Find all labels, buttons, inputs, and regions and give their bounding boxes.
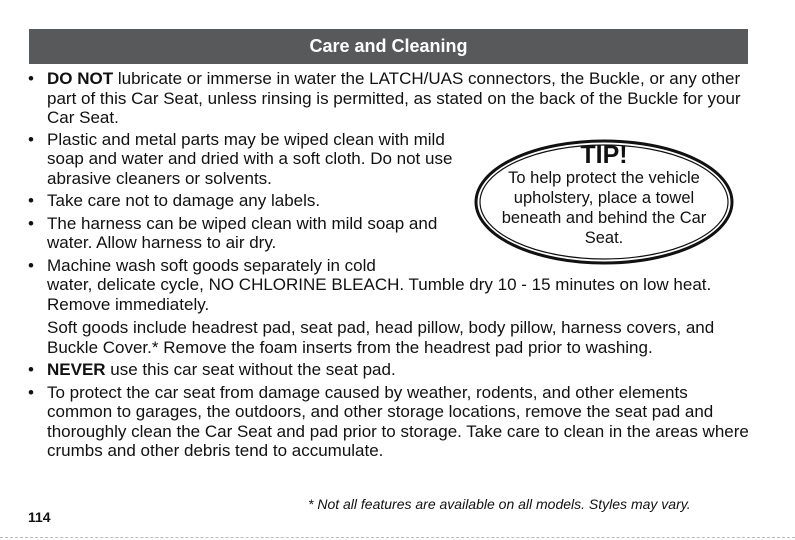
bullet-icon: • — [28, 129, 34, 149]
bullet-icon: • — [28, 255, 34, 275]
list-item-text: The harness can be wiped clean with mild soap and water. Allow harness to air dry. — [47, 213, 438, 252]
tip-text: To help protect the vehicle upholstery, place a towel beneath and behind the Car Seat. — [501, 169, 707, 247]
page-divider — [0, 537, 795, 538]
list-item-text: use this car seat without the seat pad. — [105, 360, 396, 379]
bullet-icon: • — [28, 382, 34, 402]
list-item-text: Plastic and metal parts may be wiped clean with mild soap and water and dried with a soft cloth. Do not use abrasive cleaners or solvents. — [47, 129, 453, 188]
list-item — [28, 69, 750, 128]
warning-emphasis: NEVER — [47, 360, 106, 379]
list-item-text-continued: water, delicate cycle, NO CHLORINE BLEACH. Tumble dry 10 - 15 minutes on low heat. Remove immediately. — [47, 275, 712, 314]
bullet-icon: • — [28, 213, 34, 233]
warning-emphasis: DO NOT — [47, 69, 114, 88]
soft-goods-note: Soft goods include headrest pad, seat pad, head pillow, body pillow, harness covers, and Buckle Cover.* Remove the foam inserts from the headrest pad prior to washing. — [47, 318, 715, 357]
list-item — [28, 383, 750, 461]
list-item — [28, 130, 467, 189]
list-item-text: Machine wash soft goods separately in cold — [47, 255, 376, 275]
list-item — [28, 214, 467, 253]
list-item — [28, 360, 750, 380]
footnote: * Not all features are available on all models. Styles may vary. — [308, 496, 691, 512]
bullet-icon: • — [28, 191, 34, 210]
tip-title: TIP! — [580, 141, 628, 169]
list-item — [28, 191, 467, 211]
bullet-icon: • — [28, 69, 34, 88]
list-item-text: Take care not to damage any labels. — [47, 191, 321, 210]
list-item-text: lubricate or immerse in water the LATCH/UAS connectors, the Buckle, or any other part of this Car Seat, unless rinsing is permitted, as stated on the back of the Buckle for your Car Seat. — [47, 69, 741, 127]
tip-callout — [473, 137, 735, 267]
page-number: 114 — [28, 509, 51, 525]
list-item-text: To protect the car seat from damage caused by weather, rodents, and other elements common to garages, the outdoors, and other storage locations, remove the seat pad and thoroughly clean the Car Seat and pad prior to storage. Take care to clean in the areas where crumbs and other debris tend to accumulate. — [47, 382, 749, 460]
section-header — [29, 29, 748, 64]
bullet-icon: • — [28, 360, 34, 379]
section-title: Care and Cleaning — [309, 36, 468, 56]
